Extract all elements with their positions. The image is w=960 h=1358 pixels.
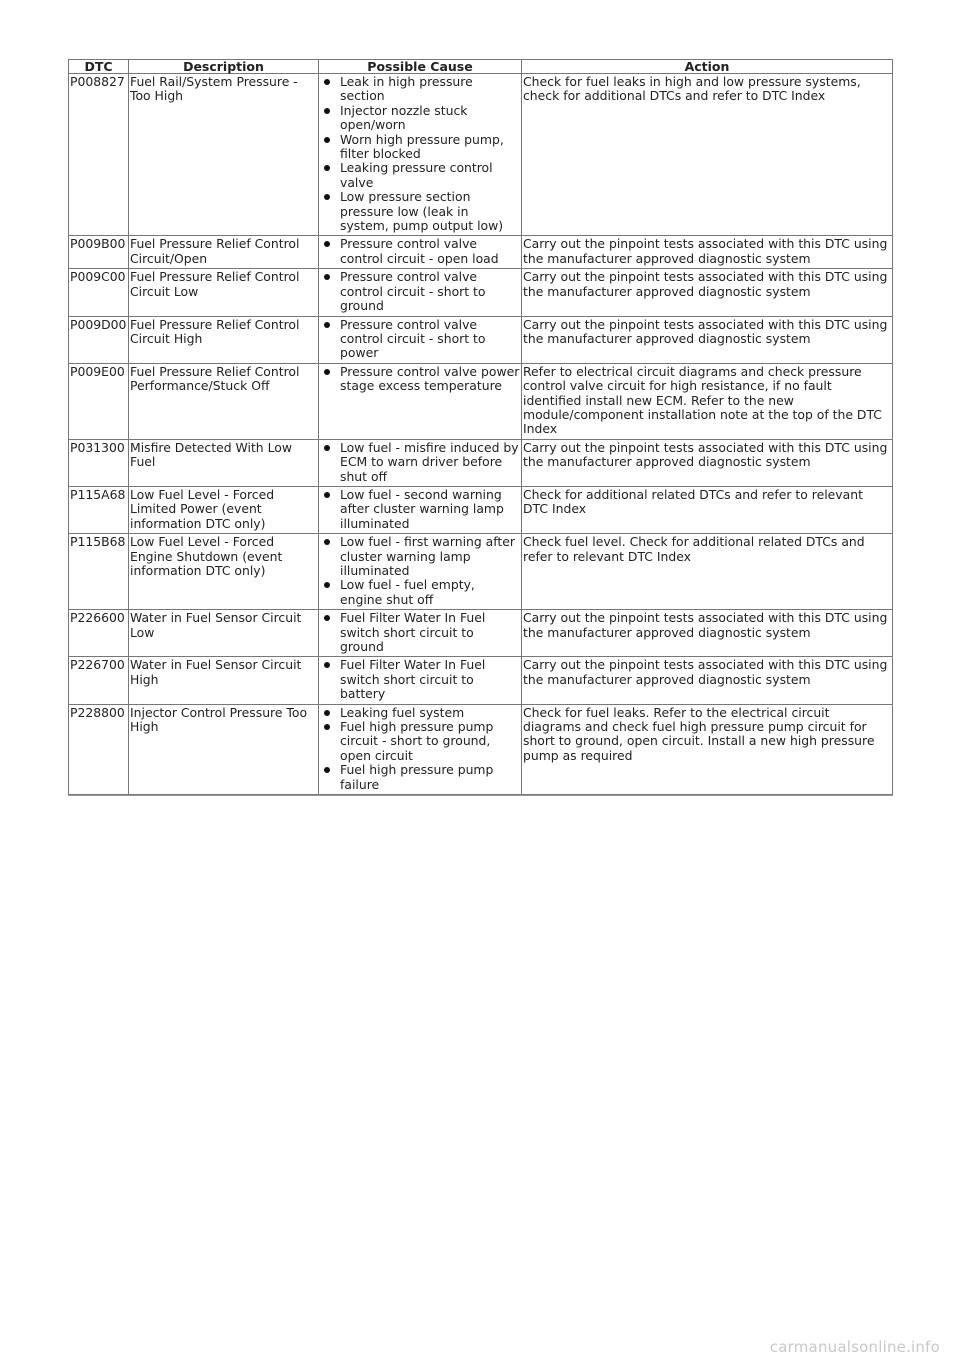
cause-text: Pressure control valve control circuit - short to ground — [340, 269, 486, 314]
possible-cause-cell — [319, 704, 522, 794]
dtc-code-cell: P008827 — [69, 74, 129, 236]
action-cell: Carry out the pinpoint tests associated with this DTC using the manufacturer approved diagnostic system — [522, 439, 893, 486]
action-cell: Carry out the pinpoint tests associated with this DTC using the manufacturer approved diagnostic system — [522, 657, 893, 704]
cause-text: Low fuel - fuel empty, engine shut off — [340, 577, 475, 607]
description-cell: Fuel Rail/System Pressure - Too High — [129, 74, 319, 236]
cause-item — [320, 763, 520, 792]
bullet-icon — [324, 79, 330, 85]
cause-item — [320, 161, 520, 190]
description-cell: Fuel Pressure Relief Control Circuit/Open — [129, 236, 319, 269]
cause-list — [320, 365, 520, 394]
table-row — [69, 74, 893, 236]
action-cell: Check for fuel leaks. Refer to the electrical circuit diagrams and check fuel high pressure pump circuit for short to ground, open circuit. Install a new high pressure pump as required — [522, 704, 893, 794]
bullet-icon — [324, 615, 330, 621]
cause-item — [320, 318, 520, 361]
cause-text: Injector nozzle stuck open/worn — [340, 102, 468, 133]
header-description: Description — [129, 60, 319, 74]
cause-item — [320, 488, 520, 531]
bullet-icon — [324, 710, 330, 716]
action-cell: Carry out the pinpoint tests associated with this DTC using the manufacturer approved diagnostic system — [522, 269, 893, 316]
table-row — [69, 236, 893, 269]
bullet-icon — [324, 322, 330, 328]
cause-list — [320, 318, 520, 361]
cause-list — [320, 488, 520, 531]
table-row — [69, 439, 893, 486]
cause-text: Low pressure section pressure low (leak in system, pump output low) — [340, 189, 504, 234]
dtc-code-cell: P031300 — [69, 439, 129, 486]
table-row — [69, 610, 893, 657]
header-action: Action — [522, 60, 893, 74]
cause-item — [320, 658, 520, 701]
cause-item — [320, 441, 520, 484]
dtc-code-cell: P009E00 — [69, 363, 129, 439]
table-row — [69, 316, 893, 363]
possible-cause-cell — [319, 269, 522, 316]
cause-item — [320, 104, 520, 133]
bullet-icon — [324, 274, 330, 280]
cause-text: Low fuel - first warning after cluster warning lamp illuminated — [340, 534, 515, 578]
description-cell: Fuel Pressure Relief Control Circuit Low — [129, 269, 319, 316]
cause-text: Pressure control valve control circuit - open load — [340, 236, 499, 266]
action-cell: Carry out the pinpoint tests associated with this DTC using the manufacturer approved diagnostic system — [522, 316, 893, 363]
cause-list — [320, 611, 520, 654]
cause-text: Fuel high pressure pump failure — [340, 762, 494, 792]
table-header-row — [69, 60, 893, 74]
action-cell: Check for fuel leaks in high and low pressure systems, check for additional DTCs and refer to DTC Index — [522, 74, 893, 236]
action-cell: Carry out the pinpoint tests associated with this DTC using the manufacturer approved diagnostic system — [522, 610, 893, 657]
cause-item — [320, 75, 520, 104]
description-cell: Fuel Pressure Relief Control Circuit High — [129, 316, 319, 363]
bullet-icon — [324, 539, 330, 545]
description-cell: Low Fuel Level - Forced Engine Shutdown (event information DTC only) — [129, 534, 319, 610]
cause-text: Pressure control valve power stage excess temperature — [340, 363, 520, 394]
description-cell: Low Fuel Level - Forced Limited Power (event information DTC only) — [129, 486, 319, 533]
bullet-icon — [324, 137, 330, 143]
cause-item — [320, 706, 520, 720]
cause-item — [320, 720, 520, 763]
dtc-code-cell: P009D00 — [69, 316, 129, 363]
cause-item — [320, 365, 520, 394]
cause-text: Low fuel - second warning after cluster warning lamp illuminated — [340, 486, 504, 531]
watermark-footer: carmanualsonline.info — [769, 1338, 940, 1356]
description-cell: Injector Control Pressure Too High — [129, 704, 319, 794]
cause-item — [320, 611, 520, 654]
bullet-icon — [324, 445, 330, 451]
possible-cause-cell — [319, 316, 522, 363]
bullet-icon — [324, 767, 330, 773]
cause-item — [320, 190, 520, 233]
possible-cause-cell — [319, 74, 522, 236]
bullet-icon — [324, 369, 330, 375]
cause-text: Worn high pressure pump, filter blocked — [340, 131, 504, 162]
possible-cause-cell — [319, 486, 522, 533]
possible-cause-cell — [319, 657, 522, 704]
cause-list — [320, 658, 520, 701]
bullet-icon — [324, 241, 330, 247]
bullet-icon — [324, 582, 330, 588]
table-row — [69, 534, 893, 610]
dtc-code-cell: P228800 — [69, 704, 129, 794]
description-cell: Water in Fuel Sensor Circuit Low — [129, 610, 319, 657]
header-dtc: DTC — [69, 60, 129, 74]
dtc-code-cell: P226600 — [69, 610, 129, 657]
table-row — [69, 363, 893, 439]
bullet-icon — [324, 662, 330, 668]
description-cell: Water in Fuel Sensor Circuit High — [129, 657, 319, 704]
cause-list — [320, 535, 520, 607]
cause-text: Leaking pressure control valve — [340, 160, 493, 190]
cause-item — [320, 270, 520, 313]
dtc-code-cell: P009C00 — [69, 269, 129, 316]
cause-text: Leak in high pressure section — [340, 74, 473, 104]
cause-list — [320, 75, 520, 233]
description-cell: Misfire Detected With Low Fuel — [129, 439, 319, 486]
cause-list — [320, 706, 520, 792]
table-row — [69, 657, 893, 704]
description-cell: Fuel Pressure Relief Control Performance/Stuck Off — [129, 363, 319, 439]
table-row — [69, 704, 893, 794]
dtc-table — [68, 59, 893, 795]
table-row — [69, 269, 893, 316]
dtc-code-cell: P115B68 — [69, 534, 129, 610]
cause-text: Fuel Filter Water In Fuel switch short circuit to ground — [340, 610, 486, 655]
bullet-icon — [324, 492, 330, 498]
bullet-icon — [324, 194, 330, 200]
bullet-icon — [324, 724, 330, 730]
possible-cause-cell — [319, 610, 522, 657]
possible-cause-cell — [319, 439, 522, 486]
cause-item — [320, 578, 520, 607]
cause-text: Pressure control valve control circuit - short to power — [340, 316, 486, 361]
action-cell: Check fuel level. Check for additional related DTCs and refer to relevant DTC Index — [522, 534, 893, 610]
cause-text: Low fuel - misfire induced by ECM to warn driver before shut off — [340, 439, 519, 484]
cause-text: Fuel high pressure pump circuit - short to ground, open circuit — [340, 719, 494, 763]
cause-text: Fuel Filter Water In Fuel switch short circuit to battery — [340, 657, 486, 702]
action-cell: Carry out the pinpoint tests associated with this DTC using the manufacturer approved diagnostic system — [522, 236, 893, 269]
bullet-icon — [324, 165, 330, 171]
cause-item — [320, 535, 520, 578]
cause-item — [320, 133, 520, 162]
table-row — [69, 486, 893, 533]
cause-list — [320, 237, 520, 266]
action-cell: Refer to electrical circuit diagrams and check pressure control valve circuit for high resistance, if no fault identified install new ECM. Refer to the new module/component installation note at the top of the DTC Index — [522, 363, 893, 439]
bullet-icon — [324, 108, 330, 114]
dtc-code-cell: P115A68 — [69, 486, 129, 533]
cause-item — [320, 237, 520, 266]
cause-text: Leaking fuel system — [340, 704, 465, 720]
dtc-code-cell: P226700 — [69, 657, 129, 704]
possible-cause-cell — [319, 236, 522, 269]
cause-list — [320, 441, 520, 484]
action-cell: Check for additional related DTCs and refer to relevant DTC Index — [522, 486, 893, 533]
possible-cause-cell — [319, 363, 522, 439]
header-possible-cause: Possible Cause — [319, 60, 522, 74]
cause-list — [320, 270, 520, 313]
possible-cause-cell — [319, 534, 522, 610]
dtc-code-cell: P009B00 — [69, 236, 129, 269]
